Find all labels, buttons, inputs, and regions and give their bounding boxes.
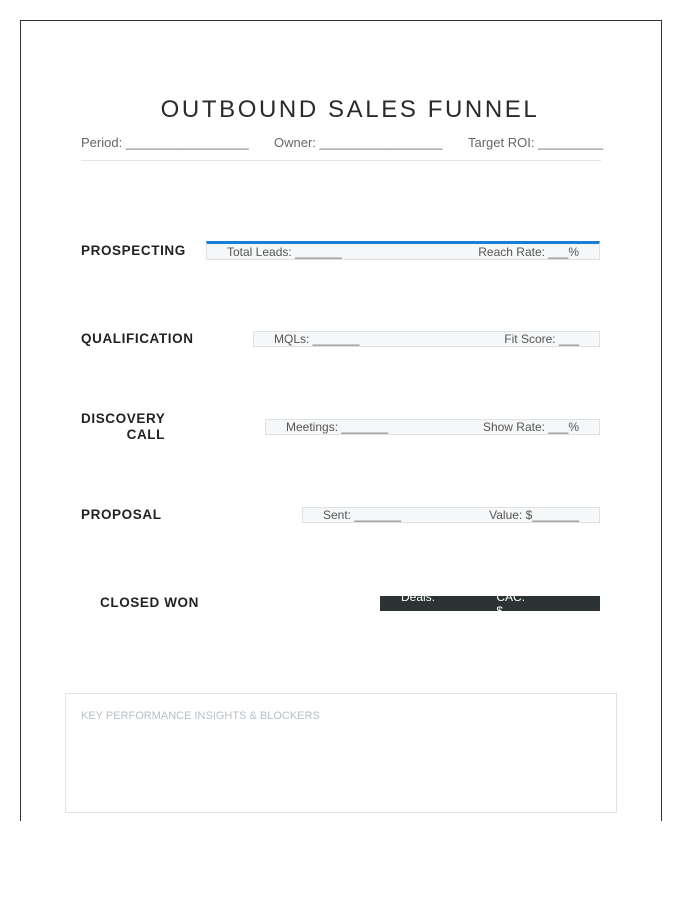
stage-bar-closed-won	[380, 589, 600, 618]
total-leads-field[interactable]: Total Leads: _______	[227, 244, 342, 259]
stage-bar-proposal	[302, 507, 600, 523]
stage-label-line2: CALL	[126, 427, 165, 442]
stage-bar-qualification	[253, 331, 600, 347]
show-rate-field[interactable]: Show Rate: ___%	[482, 420, 579, 434]
stage-label-closed-won: CLOSED WON	[100, 595, 199, 610]
insights-label: KEY PERFORMANCE INSIGHTS & BLOCKERS	[81, 710, 320, 722]
stage-label-discovery-call	[81, 411, 165, 443]
page-title: OUTBOUND SALES FUNNEL	[160, 96, 540, 123]
meetings-field[interactable]: Meetings: _______	[286, 420, 389, 434]
fit-score-field[interactable]: Fit Score: ___	[504, 332, 579, 346]
stage-label-prospecting: PROSPECTING	[81, 243, 186, 258]
cac-field[interactable]: CAC: $_______	[496, 589, 550, 618]
stage-bar-discovery-call	[265, 419, 600, 435]
reach-rate-field[interactable]: Reach Rate: ___%	[478, 244, 579, 259]
sent-field[interactable]: Sent: _______	[323, 508, 402, 522]
target-roi-field[interactable]: Target ROI: _________	[468, 135, 604, 150]
mqls-field[interactable]: MQLs: _______	[274, 332, 360, 346]
insights-notes-box[interactable]	[65, 693, 617, 813]
stage-label-line1: DISCOVERY	[81, 411, 166, 426]
stage-bar-prospecting	[206, 241, 600, 260]
stage-label-proposal: PROPOSAL	[81, 507, 162, 522]
header-divider	[81, 160, 601, 161]
value-field[interactable]: Value: $_______	[489, 508, 579, 522]
deals-field[interactable]: Deals: _______	[401, 589, 448, 618]
stage-label-qualification: QUALIFICATION	[81, 331, 194, 346]
period-field[interactable]: Period: _________________	[81, 135, 249, 150]
owner-field[interactable]: Owner: _________________	[274, 135, 443, 150]
